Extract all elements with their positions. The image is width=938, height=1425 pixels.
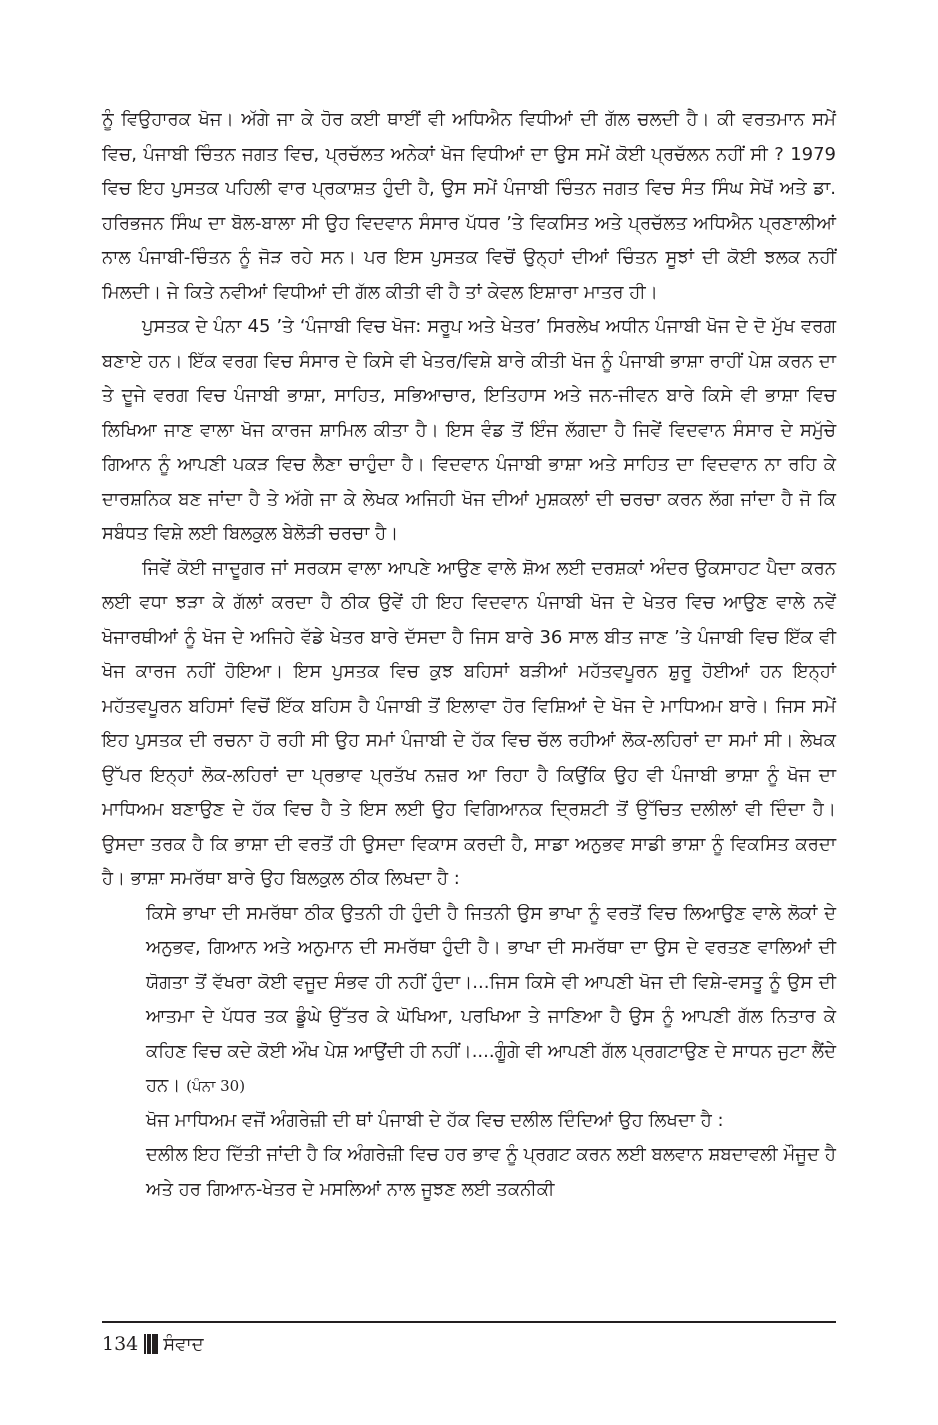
block-quote-1 <box>146 897 836 1104</box>
page-footer <box>102 1329 204 1359</box>
page-citation: (ਪੰਨਾ 30) <box>186 1077 246 1095</box>
paragraph-3: ਜਿਵੇਂ ਕੋਈ ਜਾਦੂਗਰ ਜਾਂ ਸਰਕਸ ਵਾਲਾ ਆਪਣੇ ਆਉਣ ਵਾਲੇ ਸ਼ੋਅ ਲਈ ਦਰਸ਼ਕਾਂ ਅੰਦਰ ਉਕਸਾਹਟ ਪੈਦਾ ਕਰਨ ਲਈ ਵਧਾ ਝੜਾ ਕੇ ਗੱਲਾਂ ਕਰਦਾ ਹੈ ਠੀਕ ਉਵੇਂ ਹੀ ਇਹ ਵਿਦਵਾਨ ਪੰਜਾਬੀ ਖੋਜ ਦੇ ਖੇਤਰ ਵਿਚ ਆਉਣ ਵਾਲੇ ਨਵੇਂ ਖੋਜਾਰਥੀਆਂ ਨੂੰ ਖੋਜ ਦੇ ਅਜਿਹੇ ਵੱਡੇ ਖੇਤਰ ਬਾਰੇ ਦੱਸਦਾ ਹੈ ਜਿਸ ਬਾਰੇ 36 ਸਾਲ ਬੀਤ ਜਾਣ ’ਤੇ ਪੰਜਾਬੀ ਵਿਚ ਇੱਕ ਵੀ ਖੋਜ ਕਾਰਜ ਨਹੀਂ ਹੋਇਆ। ਇਸ ਪੁਸਤਕ ਵਿਚ ਕੁਝ ਬਹਿਸਾਂ ਬੜੀਆਂ ਮਹੱਤਵਪੂਰਨ ਸ਼ੁਰੂ ਹੋਈਆਂ ਹਨ ਇਨ੍ਹਾਂ ਮਹੱਤਵਪੂਰਨ ਬਹਿਸਾਂ ਵਿਚੋਂ ਇੱਕ ਬਹਿਸ ਹੈ ਪੰਜਾਬੀ ਤੋਂ ਇਲਾਵਾ ਹੋਰ ਵਿਸ਼ਿਆਂ ਦੇ ਖੋਜ ਦੇ ਮਾਧਿਅਮ ਬਾਰੇ। ਜਿਸ ਸਮੇਂ ਇਹ ਪੁਸਤਕ ਦੀ ਰਚਨਾ ਹੋ ਰਹੀ ਸੀ ਉਹ ਸਮਾਂ ਪੰਜਾਬੀ ਦੇ ਹੱਕ ਵਿਚ ਚੱਲ ਰਹੀਆਂ ਲੋਕ-ਲਹਿਰਾਂ ਦਾ ਸਮਾਂ ਸੀ। ਲੇਖਕ ਉੱਪਰ ਇਨ੍ਹਾਂ ਲੋਕ-ਲਹਿਰਾਂ ਦਾ ਪ੍ਰਭਾਵ ਪ੍ਰਤੱਖ ਨਜ਼ਰ ਆ ਰਿਹਾ ਹੈ ਕਿਉਂਕਿ ਉਹ ਵੀ ਪੰਜਾਬੀ ਭਾਸ਼ਾ ਨੂੰ ਖੋਜ ਦਾ ਮਾਧਿਅਮ ਬਣਾਉਣ ਦੇ ਹੱਕ ਵਿਚ ਹੈ ਤੇ ਇਸ ਲਈ ਉਹ ਵਿਗਿਆਨਕ ਦ੍ਰਿਸ਼ਟੀ ਤੋਂ ਉੱਚਿਤ ਦਲੀਲਾਂ ਵੀ ਦਿੰਦਾ ਹੈ। ਉਸਦਾ ਤਰਕ ਹੈ ਕਿ ਭਾਸ਼ਾ ਦੀ ਵਰਤੋਂ ਹੀ ਉਸਦਾ ਵਿਕਾਸ ਕਰਦੀ ਹੈ, ਸਾਡਾ ਅਨੁਭਵ ਸਾਡੀ ਭਾਸ਼ਾ ਨੂੰ ਵਿਕਸਿਤ ਕਰਦਾ ਹੈ। ਭਾਸ਼ਾ ਸਮਰੱਥਾ ਬਾਰੇ ਉਹ ਬਿਲਕੁਲ ਠੀਕ ਲਿਖਦਾ ਹੈ : <box>102 557 836 889</box>
journal-title: ਸੰਵਾਦ <box>163 1333 204 1355</box>
article-body <box>102 103 836 1207</box>
paragraph-1: ਨੂੰ ਵਿਉਹਾਰਕ ਖੋਜ। ਅੱਗੇ ਜਾ ਕੇ ਹੋਰ ਕਈ ਥਾਈਂ ਵੀ ਅਧਿਐਨ ਵਿਧੀਆਂ ਦੀ ਗੱਲ ਚਲਦੀ ਹੈ। ਕੀ ਵਰਤਮਾਨ ਸਮੇਂ ਵਿਚ, ਪੰਜਾਬੀ ਚਿੰਤਨ ਜਗਤ ਵਿਚ, ਪ੍ਰਚੱਲਤ ਅਨੇਕਾਂ ਖੋਜ ਵਿਧੀਆਂ ਦਾ ਉਸ ਸਮੇਂ ਕੋਈ ਪ੍ਰਚੱਲਨ ਨਹੀਂ ਸੀ ? 1979 ਵਿਚ ਇਹ ਪੁਸਤਕ ਪਹਿਲੀ ਵਾਰ ਪ੍ਰਕਾਸ਼ਤ ਹੁੰਦੀ ਹੈ, ਉਸ ਸਮੇਂ ਪੰਜਾਬੀ ਚਿੰਤਨ ਜਗਤ ਵਿਚ ਸੰਤ ਸਿੰਘ ਸੇਖੋਂ ਅਤੇ ਡਾ. ਹਰਿਭਜਨ ਸਿੰਘ ਦਾ ਬੋਲ-ਬਾਲਾ ਸੀ ਉਹ ਵਿਦਵਾਨ ਸੰਸਾਰ ਪੱਧਰ ’ਤੇ ਵਿਕਸਿਤ ਅਤੇ ਪ੍ਰਚੱਲਤ ਅਧਿਐਨ ਪ੍ਰਣਾਲੀਆਂ ਨਾਲ ਪੰਜਾਬੀ-ਚਿੰਤਨ ਨੂੰ ਜੋੜ ਰਹੇ ਸਨ। ਪਰ ਇਸ ਪੁਸਤਕ ਵਿਚੋਂ ਉਨ੍ਹਾਂ ਦੀਆਂ ਚਿੰਤਨ ਸੂਝਾਂ ਦੀ ਕੋਈ ਝਲਕ ਨਹੀਂ ਮਿਲਦੀ। ਜੇ ਕਿਤੇ ਨਵੀਆਂ ਵਿਧੀਆਂ ਦੀ ਗੱਲ ਕੀਤੀ ਵੀ ਹੈ ਤਾਂ ਕੇਵਲ ਇਸ਼ਾਰਾ ਮਾਤਰ ਹੀ। <box>102 109 836 303</box>
journal-bars-icon <box>144 1334 158 1354</box>
footer-divider <box>102 1321 836 1323</box>
page-number: 134 <box>102 1333 139 1355</box>
block-quote-1-text: ਕਿਸੇ ਭਾਖਾ ਦੀ ਸਮਰੱਥਾ ਠੀਕ ਉਤਨੀ ਹੀ ਹੁੰਦੀ ਹੈ ਜਿਤਨੀ ਉਸ ਭਾਖਾ ਨੂੰ ਵਰਤੋਂ ਵਿਚ ਲਿਆਉਣ ਵਾਲੇ ਲੋਕਾਂ ਦੇ ਅਨੁਭਵ, ਗਿਆਨ ਅਤੇ ਅਨੁਮਾਨ ਦੀ ਸਮਰੱਥਾ ਹੁੰਦੀ ਹੈ। ਭਾਖਾ ਦੀ ਸਮਰੱਥਾ ਦਾ ਉਸ ਦੇ ਵਰਤਣ ਵਾਲਿਆਂ ਦੀ ਯੋਗਤਾ ਤੋਂ ਵੱਖਰਾ ਕੋਈ ਵਜੂਦ ਸੰਭਵ ਹੀ ਨਹੀਂ ਹੁੰਦਾ।...ਜਿਸ ਕਿਸੇ ਵੀ ਆਪਣੀ ਖੋਜ ਦੀ ਵਿਸ਼ੇ-ਵਸਤੂ ਨੂੰ ਉਸ ਦੀ ਆਤਮਾ ਦੇ ਪੱਧਰ ਤਕ ਡੂੰਘੇ ਉੱਤਰ ਕੇ ਘੋਖਿਆ, ਪਰਖਿਆ ਤੇ ਜਾਣਿਆ ਹੈ ਉਸ ਨੂੰ ਆਪਣੀ ਗੱਲ ਨਿਤਾਰ ਕੇ ਕਹਿਣ ਵਿਚ ਕਦੇ ਕੋਈ ਔਖ ਪੇਸ਼ ਆਉਂਦੀ ਹੀ ਨਹੀਂ।....ਗੂੰਗੇ ਵੀ ਆਪਣੀ ਗੱਲ ਪ੍ਰਗਟਾਉਣ ਦੇ ਸਾਧਨ ਜੁਟਾ ਲੈਂਦੇ ਹਨ। <box>146 902 836 1096</box>
block-quote-2-intro: ਖੋਜ ਮਾਧਿਅਮ ਵਜੋਂ ਅੰਗਰੇਜ਼ੀ ਦੀ ਥਾਂ ਪੰਜਾਬੀ ਦੇ ਹੱਕ ਵਿਚ ਦਲੀਲ ਦਿੰਦਿਆਂ ਉਹ ਲਿਖਦਾ ਹੈ : <box>146 1109 724 1131</box>
block-quote-2: ਦਲੀਲ ਇਹ ਦਿੱਤੀ ਜਾਂਦੀ ਹੈ ਕਿ ਅੰਗਰੇਜ਼ੀ ਵਿਚ ਹਰ ਭਾਵ ਨੂੰ ਪ੍ਰਗਟ ਕਰਨ ਲਈ ਬਲਵਾਨ ਸ਼ਬਦਾਵਲੀ ਮੌਜੂਦ ਹੈ ਅਤੇ ਹਰ ਗਿਆਨ-ਖੇਤਰ ਦੇ ਮਸਲਿਆਂ ਨਾਲ ਜੂਝਣ ਲਈ ਤਕਨੀਕੀ <box>146 1144 836 1200</box>
paragraph-2: ਪੁਸਤਕ ਦੇ ਪੰਨਾ 45 ’ਤੇ ‘ਪੰਜਾਬੀ ਵਿਚ ਖੋਜ: ਸਰੂਪ ਅਤੇ ਖੇਤਰ’ ਸਿਰਲੇਖ ਅਧੀਨ ਪੰਜਾਬੀ ਖੋਜ ਦੇ ਦੋ ਮੁੱਖ ਵਰਗ ਬਣਾਏ ਹਨ। ਇੱਕ ਵਰਗ ਵਿਚ ਸੰਸਾਰ ਦੇ ਕਿਸੇ ਵੀ ਖੇਤਰ/ਵਿਸ਼ੇ ਬਾਰੇ ਕੀਤੀ ਖੋਜ ਨੂੰ ਪੰਜਾਬੀ ਭਾਸ਼ਾ ਰਾਹੀਂ ਪੇਸ਼ ਕਰਨ ਦਾ ਤੇ ਦੂਜੇ ਵਰਗ ਵਿਚ ਪੰਜਾਬੀ ਭਾਸ਼ਾ, ਸਾਹਿਤ, ਸਭਿਆਚਾਰ, ਇਤਿਹਾਸ ਅਤੇ ਜਨ-ਜੀਵਨ ਬਾਰੇ ਕਿਸੇ ਵੀ ਭਾਸ਼ਾ ਵਿਚ ਲਿਖਿਆ ਜਾਣ ਵਾਲਾ ਖੋਜ ਕਾਰਜ ਸ਼ਾਮਿਲ ਕੀਤਾ ਹੈ। ਇਸ ਵੰਡ ਤੋਂ ਇੰਜ ਲੱਗਦਾ ਹੈ ਜਿਵੇਂ ਵਿਦਵਾਨ ਸੰਸਾਰ ਦੇ ਸਮੁੱਚੇ ਗਿਆਨ ਨੂੰ ਆਪਣੀ ਪਕੜ ਵਿਚ ਲੈਣਾ ਚਾਹੁੰਦਾ ਹੈ। ਵਿਦਵਾਨ ਪੰਜਾਬੀ ਭਾਸ਼ਾ ਅਤੇ ਸਾਹਿਤ ਦਾ ਵਿਦਵਾਨ ਨਾ ਰਹਿ ਕੇ ਦਾਰਸ਼ਨਿਕ ਬਣ ਜਾਂਦਾ ਹੈ ਤੇ ਅੱਗੇ ਜਾ ਕੇ ਲੇਖਕ ਅਜਿਹੀ ਖੋਜ ਦੀਆਂ ਮੁਸ਼ਕਲਾਂ ਦੀ ਚਰਚਾ ਕਰਨ ਲੱਗ ਜਾਂਦਾ ਹੈ ਜੋ ਕਿ ਸਬੰਧਤ ਵਿਸ਼ੇ ਲਈ ਬਿਲਕੁਲ ਬੇਲੋੜੀ ਚਰਚਾ ਹੈ। <box>102 316 836 544</box>
